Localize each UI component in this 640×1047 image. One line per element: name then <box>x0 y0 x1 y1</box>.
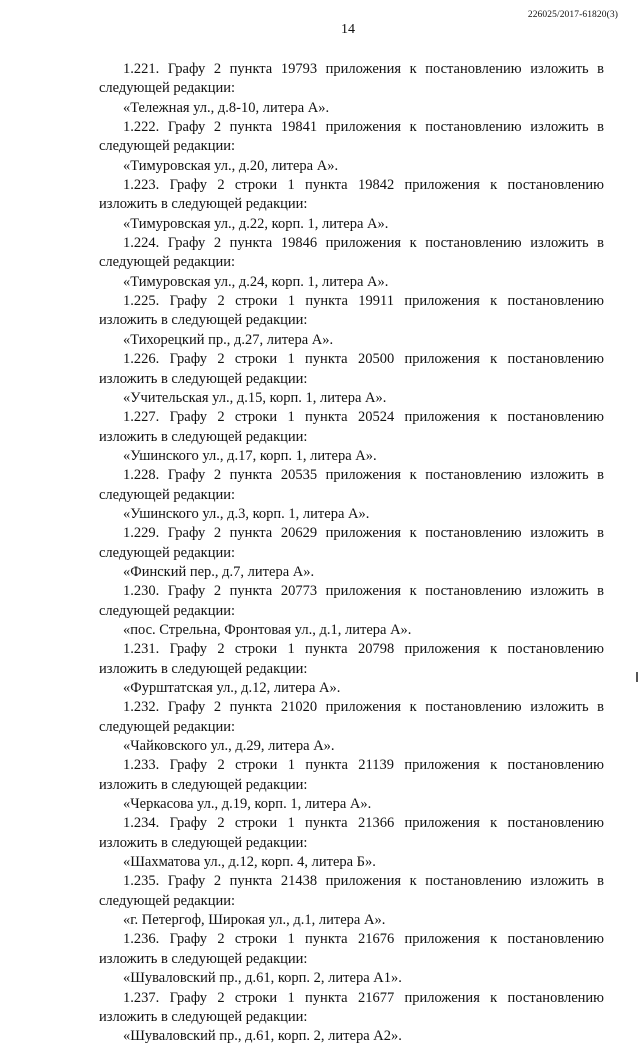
address-1-223: «Тимуровская ул., д.22, корп. 1, литера А». <box>123 215 389 232</box>
document-body <box>99 60 604 1047</box>
address-1-233: «Черкасова ул., д.19, корп. 1, литера А». <box>123 796 372 813</box>
clause-1-233: 1.233. Графу 2 строки 1 пункта 21139 приложения к постановлению изложить в следующей редакции: <box>99 757 604 793</box>
clause-1-222: 1.222. Графу 2 пункта 19841 приложения к постановлению изложить в следующей редакции: <box>99 119 604 155</box>
address-1-232: «Чайковского ул., д.29, литера А». <box>123 738 335 755</box>
clause-1-230: 1.230. Графу 2 пункта 20773 приложения к постановлению изложить в следующей редакции: <box>99 583 604 619</box>
clause-1-226: 1.226. Графу 2 строки 1 пункта 20500 приложения к постановлению изложить в следующей редакции: <box>99 351 604 387</box>
page-number: 14 <box>341 22 355 37</box>
clause-1-236: 1.236. Графу 2 строки 1 пункта 21676 приложения к постановлению изложить в следующей редакции: <box>99 931 604 967</box>
clause-1-223: 1.223. Графу 2 строки 1 пункта 19842 приложения к постановлению изложить в следующей редакции: <box>99 177 604 213</box>
address-1-236: «Шуваловский пр., д.61, корп. 2, литера А1». <box>123 970 402 987</box>
address-1-227: «Ушинского ул., д.17, корп. 1, литера А». <box>123 447 377 464</box>
address-1-237: «Шуваловский пр., д.61, корп. 2, литера А2». <box>123 1028 402 1045</box>
clause-1-235: 1.235. Графу 2 пункта 21438 приложения к постановлению изложить в следующей редакции: <box>99 873 604 909</box>
address-1-230: «пос. Стрельна, Фронтовая ул., д.1, литера А». <box>123 621 412 638</box>
clause-1-225: 1.225. Графу 2 строки 1 пункта 19911 приложения к постановлению изложить в следующей редакции: <box>99 293 604 329</box>
clause-1-232: 1.232. Графу 2 пункта 21020 приложения к постановлению изложить в следующей редакции: <box>99 699 604 735</box>
address-1-222: «Тимуровская ул., д.20, литера А». <box>123 157 339 174</box>
address-1-229: «Финский пер., д.7, литера А». <box>123 563 315 580</box>
address-1-224: «Тимуровская ул., д.24, корп. 1, литера А». <box>123 273 389 290</box>
address-1-225: «Тихорецкий пр., д.27, литера А». <box>123 331 334 348</box>
clause-1-229: 1.229. Графу 2 пункта 20629 приложения к постановлению изложить в следующей редакции: <box>99 525 604 561</box>
document-id: 226025/2017-61820(3) <box>527 10 618 20</box>
clause-1-227: 1.227. Графу 2 строки 1 пункта 20524 приложения к постановлению изложить в следующей редакции: <box>99 409 604 445</box>
address-1-226: «Учительская ул., д.15, корп. 1, литера А». <box>123 389 387 406</box>
clause-1-234: 1.234. Графу 2 строки 1 пункта 21366 приложения к постановлению изложить в следующей редакции: <box>99 815 604 851</box>
clause-1-237: 1.237. Графу 2 строки 1 пункта 21677 приложения к постановлению изложить в следующей редакции: <box>99 989 604 1025</box>
address-1-228: «Ушинского ул., д.3, корп. 1, литера А». <box>123 505 370 522</box>
clause-1-224: 1.224. Графу 2 пункта 19846 приложения к постановлению изложить в следующей редакции: <box>99 235 604 271</box>
scan-edge-mark <box>636 672 638 682</box>
clause-1-231: 1.231. Графу 2 строки 1 пункта 20798 приложения к постановлению изложить в следующей редакции: <box>99 641 604 677</box>
address-1-234: «Шахматова ул., д.12, корп. 4, литера Б». <box>123 854 376 871</box>
clause-1-221: 1.221. Графу 2 пункта 19793 приложения к постановлению изложить в следующей редакции: <box>99 61 604 97</box>
clause-1-228: 1.228. Графу 2 пункта 20535 приложения к постановлению изложить в следующей редакции: <box>99 467 604 503</box>
address-1-221: «Тележная ул., д.8-10, литера А». <box>123 99 330 116</box>
address-1-231: «Фурштатская ул., д.12, литера А». <box>123 680 341 696</box>
address-1-235: «г. Петергоф, Широкая ул., д.1, литера А». <box>123 912 386 929</box>
